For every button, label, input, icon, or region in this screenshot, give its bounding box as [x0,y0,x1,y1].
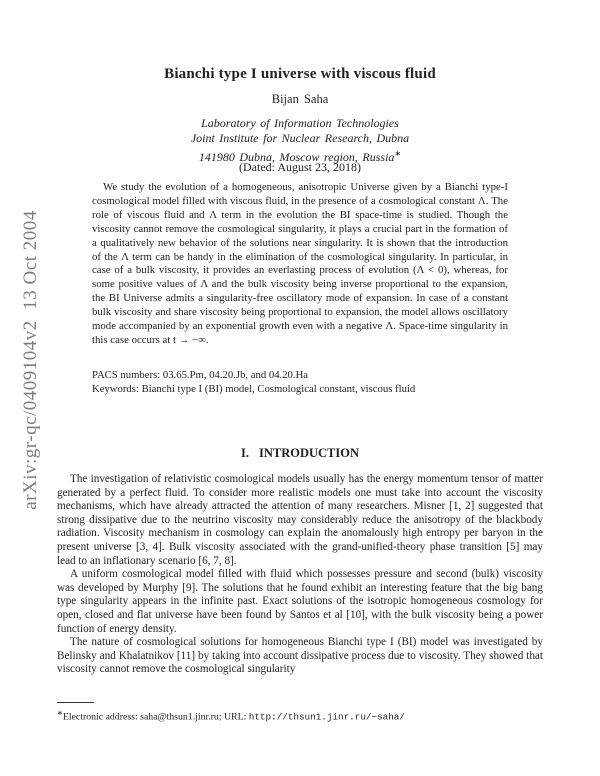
section-number: I. [240,446,249,460]
section-title: INTRODUCTION [258,446,359,460]
paragraph-1: The investigation of relativistic cosmological models usually has the energy momentum tensor of matter generated by a perfect fluid. To consider more realistic models one must take into account the viscosity mechanisms, which have already attracted the attention of many researchers. Misner [1, 2] suggested that strong dissipative due to the neutrino viscosity may considerably reduce the anisotropy of the blackbody radiation. Viscosity mechanism in cosmology can explain the anomalously high entropy per baryon in the present universe [3, 4]. Bulk viscosity associated with the grand-unified-theory phase transition [5] may lead to an inflationary scenario [6, 7, 8]. [57,473,543,567]
footnote-rule [57,702,94,703]
affiliation-block [0,116,600,165]
footnote [57,707,543,723]
footnote-marker: ∗ [57,709,63,717]
keywords-line: Keywords: Bianchi type I (BI) model, Cosmological constant, viscous fluid [92,382,416,395]
affiliation-line-3-text: 141980 Dubna, Moscow region, Russia [198,150,395,164]
paragraph-3: The nature of cosmological solutions for homogeneous Bianchi type I (BI) model was investigated by Belinsky and Khalatnikov [11] by taking into account dissipative process due to viscosity. They showed that viscosity cannot remove the cosmological singularity [57,636,543,676]
footnote-url: http://thsun1.jinr.ru/~saha/ [248,711,405,723]
author-name: Bijan Saha [271,92,329,106]
date-line: (Dated: August 23, 2018) [239,160,361,174]
arxiv-sidebar-stamp: arXiv:gr-qc/0409104v2 13 Oct 2004 [20,210,41,510]
paper-title: Bianchi type I universe with viscous fluid [164,66,436,82]
affiliation-line-2: Joint Institute for Nuclear Research, Dubna [190,131,410,145]
introduction-body [57,473,543,677]
meta-block [92,369,508,396]
section-heading [0,446,600,461]
affiliation-footnote-marker: ∗ [394,149,402,158]
affiliation-line-1: Laboratory of Information Technologies [201,116,399,130]
paragraph-2: A uniform cosmological model filled with fluid which possesses pressure and second (bulk) viscosity was developed by Murphy [9]. The solutions that he found exhibit an interesting feature that the big bang type singularity appears in the infinite past. Exact solutions of the isotropic homogeneous cosmology for open, closed and flat universe have been found by Santos et al [10], with the bulk viscosity being a power function of energy density. [57,568,543,635]
pacs-numbers: PACS numbers: 03.65.Pm, 04.20.Jb, and 04.20.Ha [92,369,309,381]
abstract-text: We study the evolution of a homogeneous, anisotropic Universe given by a Bianchi type-I cosmological model filled with viscous fluid, in the presence of a cosmological constant Λ. The role of viscous fluid and Λ term in the evolution the BI space-time is studied. Though the viscosity cannot remove the cosmological singularity, it plays a crucial part in the formation of a qualitatively new behavior of the solutions near singularity. It is shown that the introduction of the Λ term can be handy in the elimination of the cosmological singularity. In particular, in case of a bulk viscosity, it provides an everlasting process of evolution (Λ < 0), whereas, for some positive values of Λ and the bulk viscosity being inverse proportional to the expansion, the BI Universe admits a singularity-free oscillatory mode of expansion. In case of a constant bulk viscosity and share viscosity being proportional to expansion, the model allows oscillatory mode accompanied by an exponential growth even with a negative Λ. Space-time singularity in this case occurs at t → −∞. [92,181,508,346]
footnote-text: Electronic address: saha@thsun1.jinr.ru; URL: [62,711,249,723]
